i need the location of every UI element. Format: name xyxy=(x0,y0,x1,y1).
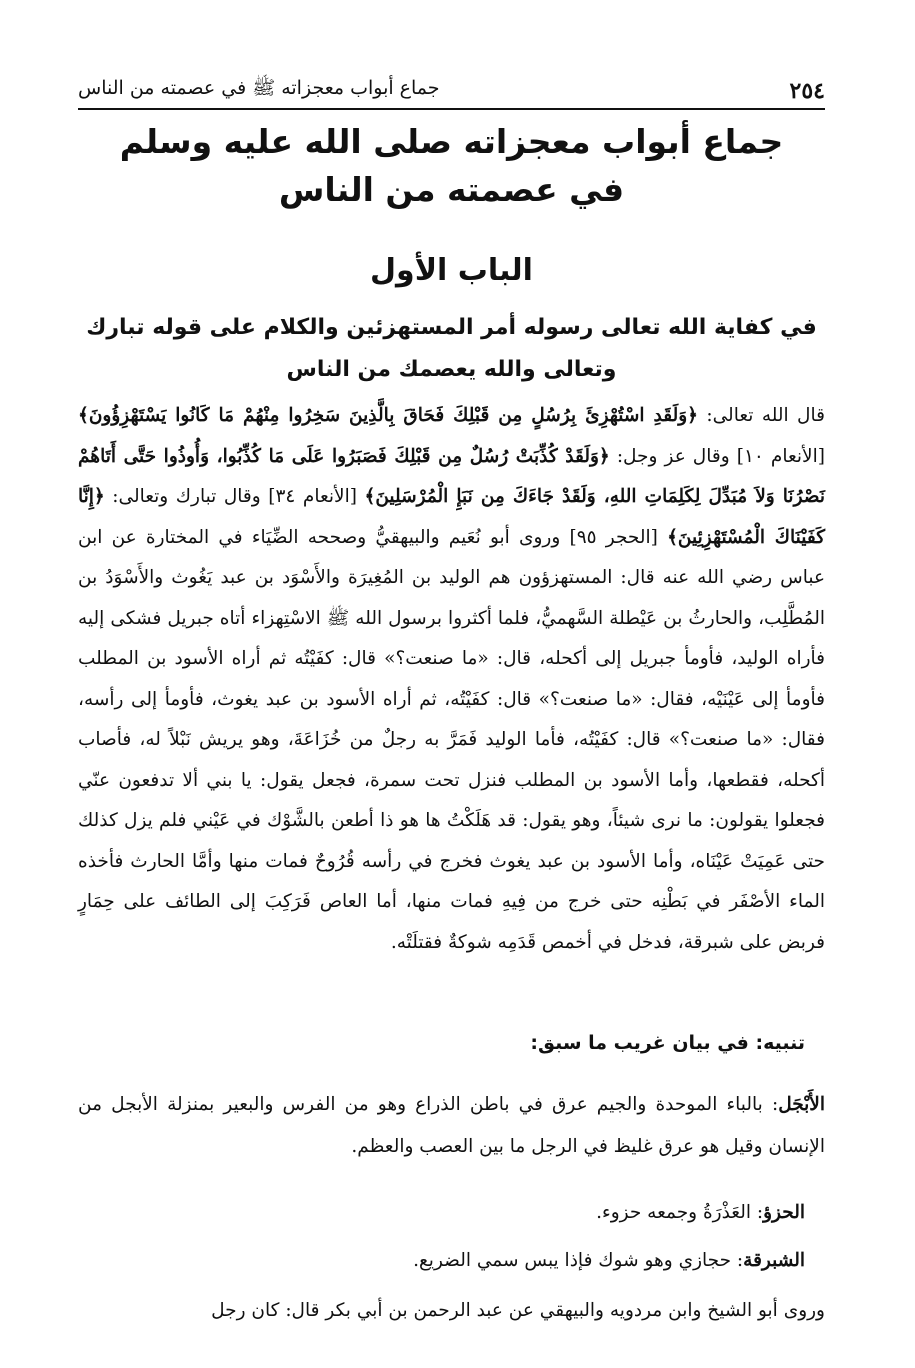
page-number: ٢٥٤ xyxy=(789,78,825,104)
section-heading: الباب الأول xyxy=(370,253,533,288)
chapter-title-line-1: جماع أبواب معجزاته صلى الله عليه وسلم xyxy=(119,122,784,161)
gloss-term: الحزؤ xyxy=(763,1202,805,1223)
main-body-text xyxy=(78,396,825,963)
hadith-narration: [الحجر ٩٥] وروى أبو نُعَيم والبيهقيُّ وصححه الضِّيَاء في المختارة عن ابن عباس رضي الله عنه قال: المستهزؤون هم الوليد بن المُغِيرَة والأَسْوَد بن عبد يَغُوث والأَسْوَدُ بن المُطَّلِب، والحارثُ بن عَيْطلة السَّهميُّ، فلما أكثروا برسول الله ﷺ الاسْتِهزاء أتاه جبريل فشكى إليه فأراه الوليد، فأومأ جبريل إلى أكحله، قال: «ما صنعت؟» قال: كفَيْتُه ثم أراه الأسود بن المطلب فأومأ إلى عَيْنَيْه، فقال: «ما صنعت؟» قال: كفَيْتُه، ثم أراه الأسود بن عبد يغوث، فأومأ إلى رأسه، فقال: «ما صنعت؟» قال: كفَيْتُه، فأما الوليد فَمَرَّ به رجلٌ من خُزَاعَةَ، وهو يريش نَبْلاً له، فأصاب أكحله، فقطعها، وأما الأسود بن المطلب فنزل تحت سمرة، فجعل يقول: يا بني ألا تدفعون عنّي فجعلوا يقولون: ما نرى شيئاً، وهو يقول: قد هَلَكْتُ ها هو ذا أطعن بالشَّوْك في عَيْني فلم يزل كذلك حتى عَمِيَتْ عَيْنَاه، وأما الأسود بن عبد يغوث فخرج في رأسه قُرُوحٌ فمات منها وأمَّا الحارث فأخذه الماء الأصْفَر في بَطْنِه حتى خرج من فِيهِ فمات منها، أما العاص فَرَكِبَ إلى الطائف على حِمَارٍ فربض على شبرقة، فدخل في أخمص قَدَمِه شوكةٌ فقتلَتْه. xyxy=(78,526,825,953)
quran-verse-1: ﴿وَلَقَدِ اسْتُهْزِئَ بِرُسُلٍ مِن قَبْلِكَ فَحَاقَ بِالَّذِينَ سَخِرُوا مِنْهُمْ مَا كَانُوا يَسْتَهْزِؤُونَ﴾ xyxy=(78,405,698,426)
chapter-title xyxy=(78,118,825,214)
chapter-title-line-2: في عصمته من الناس xyxy=(278,170,625,209)
verse-reference-2: [الأنعام ٣٤] وقال تبارك وتعالى: xyxy=(104,486,365,507)
section-subtitle-line-1: في كفاية الله تعالى رسوله أمر المستهزئين والكلام على قوله تبارك xyxy=(86,315,817,340)
verse-reference-1: [الأنعام ١٠] وقال عز وجل: xyxy=(609,445,825,467)
gloss-entry xyxy=(78,1084,825,1168)
section-subtitle xyxy=(78,307,825,391)
gloss-term: الأَبْجَل xyxy=(778,1094,825,1115)
gloss-definition: : حجازي وهو شوك فإذا يبس سمي الضريع. xyxy=(413,1250,744,1271)
continuing-text: وروى أبو الشيخ وابن مردويه والبيهقي عن عبد الرحمن بن أبي بكر قال: كان رجل xyxy=(211,1300,825,1321)
gloss-definition: : بالباء الموحدة والجيم عرق في باطن الذراع وهو من الفرس والبعير بمنزلة الأبجل من الإنسان وقيل هو عرق غليظ في الرجل ما بين العصب والعظم. xyxy=(78,1094,825,1157)
running-title: جماع أبواب معجزاته ﷺ في عصمته من الناس xyxy=(78,77,440,99)
gloss-entry xyxy=(78,1240,825,1282)
body-paragraph xyxy=(78,396,825,963)
gloss-definition: : العَذْرَةُ وجمعه حزوء. xyxy=(596,1202,764,1223)
section-subtitle-line-2: وتعالى والله يعصمك من الناس xyxy=(286,357,617,382)
gloss-term: الشبرقة xyxy=(743,1250,805,1271)
quran-verse-3: ﴿إِنَّا كَفَيْنَاكَ الْمُسْتَهْزِئِينَ﴾ xyxy=(78,486,826,548)
quran-verse-2: ﴿وَلَقَدْ كُذِّبَتْ رُسُلٌ مِن قَبْلِكَ فَصَبَرُوا عَلَى مَا كُذِّبُوا، وَأُوذُوا حَتَّى أَتَاهُمْ نَصْرُنَا وَلاَ مُبَدِّلَ لِكَلِمَاتِ اللهِ، وَلَقَدْ جَاءَكَ مِن نَبَإِ الْمُرْسَلِينَ﴾ xyxy=(78,445,825,507)
note-heading: تنبيه: في بيان غريب ما سبق: xyxy=(530,1032,805,1054)
gloss-entry xyxy=(78,1192,825,1234)
body-intro: قال الله تعالى: xyxy=(697,405,825,426)
running-header xyxy=(78,70,825,110)
